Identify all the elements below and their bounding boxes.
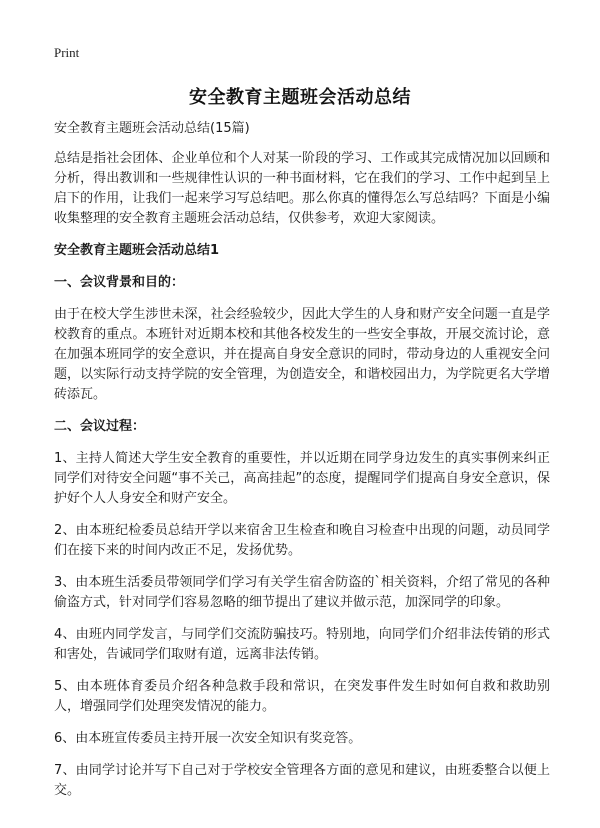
section-title: 安全教育主题班会活动总结1 — [54, 243, 220, 258]
print-link[interactable]: Print — [54, 45, 80, 60]
intro-paragraph: 总结是指社会团体、企业单位和个人对某一阶段的学习、工作或其完成情况加以回顾和分析，得出教训和一些规律性认识的一种书面材料，它在我们的学习、工作中起到呈上启下的作用，让我们一起来学习写总结吧。那么你真的懂得怎么写总结吗？下面是小编收集整理的安全教育主题班会活动总结，仅供参考，欢迎大家阅读。 — [54, 151, 550, 226]
process-item: 3、由本班生活委员带领同学们学习有关学生宿舍防盗的`相关资料，介绍了常见的各种偷盗方式，针对同学们容易忽略的细节提出了建议并做示范，加深同学的印象。 — [54, 575, 550, 610]
process-item: 2、由本班纪检委员总结开学以来宿舍卫生检查和晚自习检查中出现的问题，动员同学们在接下来的时间内改正不足，发扬优势。 — [54, 523, 550, 558]
background-heading: 一、会议背景和目的： — [54, 275, 185, 290]
document-title: 安全教育主题班会活动总结 — [189, 87, 411, 108]
process-item: 1、主持人简述大学生安全教育的重要性，并以近期在同学身边发生的真实事例来纠正同学们对待安全问题“事不关己，高高挂起”的态度，提醒同学们提高自身安全意识，保护好个人人身安全和财产安全。 — [54, 451, 550, 506]
process-item: 4、由班内同学发言，与同学们交流防骗技巧。特别地，向同学们介绍非法传销的形式和害处，告诫同学们取财有道，远离非法传销。 — [54, 627, 550, 662]
document-subtitle: 安全教育主题班会活动总结(15篇) — [54, 121, 250, 136]
process-item: 5、由本班体育委员介绍各种急救手段和常识，在突发事件发生时如何自救和救助别人，增强同学们处理突发情况的能力。 — [54, 679, 550, 714]
process-item: 6、由本班宣传委员主持开展一次安全知识有奖竞答。 — [54, 731, 362, 746]
document-body — [54, 119, 550, 813]
background-paragraph: 由于在校大学生涉世未深，社会经验较少，因此大学生的人身和财产安全问题一直是学校教育的重点。本班针对近期本校和其他各校发生的一些安全事故，开展交流讨论，意在加强本班同学的安全意识，并在提高自身安全意识的同时，带动身边的人重视安全问题，以实际行动支持学院的安全管理，为创造安全，和谐校园出力，为学院更名大学增砖添瓦。 — [54, 307, 550, 402]
process-heading: 二、会议过程： — [54, 419, 146, 434]
process-item: 7、由同学讨论并写下自己对于学校安全管理各方面的意见和建议，由班委整合以便上交。 — [54, 763, 550, 798]
